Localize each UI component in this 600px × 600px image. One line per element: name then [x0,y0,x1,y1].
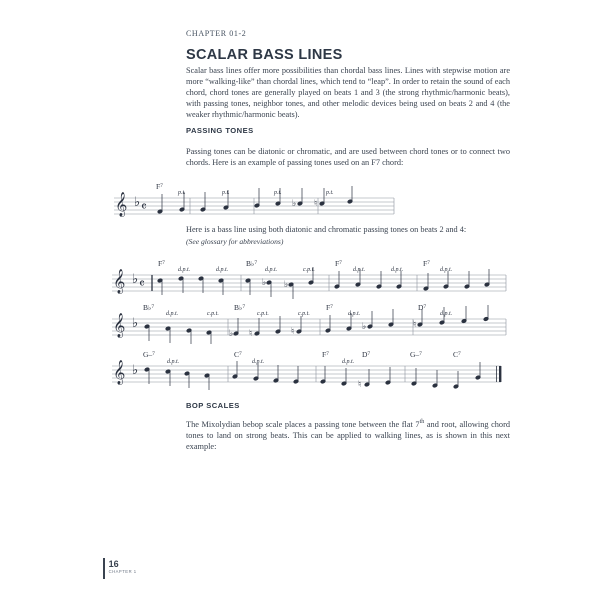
footer-chapter-label: CHAPTER 1 [108,569,137,574]
svg-text:c.p.t.: c.p.t. [303,267,315,273]
music-system-1 [112,178,402,224]
bass-clef-icon: 𝄞 [113,269,126,293]
svg-text:♭: ♭ [262,278,267,288]
key-signature-flat: ♭ [134,195,141,210]
svg-text:c.p.t.: c.p.t. [257,311,269,317]
page-footer [103,558,137,582]
svg-text:♮: ♮ [249,329,253,339]
svg-text:d.p.t.: d.p.t. [440,267,453,273]
svg-text:d.p.t.: d.p.t. [265,267,278,273]
svg-text:♭: ♭ [362,322,367,332]
music-system-2 [110,256,510,300]
bass-clef-icon: 𝄞 [113,313,126,337]
chord-symbol: $F^7$ [156,182,163,191]
svg-text:♮: ♮ [314,199,318,209]
svg-text:p.t.: p.t. [222,190,230,196]
bop-ordinal-suffix: th [419,419,425,425]
footer-rule [103,558,105,579]
svg-text:G–7: G–$^7$ [143,350,155,359]
annotation-group [178,267,452,273]
common-time-signature: 𝄴 [139,277,145,292]
svg-text:♮: ♮ [358,380,362,390]
svg-text:d.p.t.: d.p.t. [216,267,229,273]
annotation-group [167,359,354,365]
svg-text:F7: $F^7$ [326,303,333,312]
svg-text:F7: $F^7$ [158,259,165,268]
chord-symbol-group [143,303,426,312]
svg-text:B♭7: B♭$^7$ [234,303,246,312]
svg-text:p.t.: p.t. [274,190,282,196]
svg-text:p.t.: p.t. [178,190,186,196]
svg-text:D7: $D^7$ [418,303,427,312]
key-signature-flat: ♭ [132,363,139,378]
music-system-3 [110,300,510,344]
subhead-passing-tones: PASSING TONES [186,126,254,135]
svg-text:d.p.t.: d.p.t. [167,359,180,365]
svg-text:F7: $F^7$ [322,350,329,359]
intro-paragraph: Scalar bass lines offer more possibilities than chordal bass lines. Lines with stepwise motion are more “walking-like” than chordal lines, which tend to “leap”. In order to retain the sound of each chord, chord tones are generally played on beats 1 and 3 (the strong rhythmic/harmonic beats), with passing tones, neighbor tones, and other melodic devices being used on beats 2 and 4 (the weaker rhythmic/harmonic beats). [186,66,510,120]
annotation-group [166,311,452,317]
chord-symbol-group [158,259,430,268]
common-time-signature: 𝄴 [141,200,147,215]
bop-text-before: The Mixolydian bebop scale places a passing tone between the flat 7 [186,419,420,429]
svg-text:d.p.t.: d.p.t. [391,267,404,273]
annotation-group [177,190,334,196]
svg-text:d.p.t.: d.p.t. [166,311,179,317]
accidental-group [262,278,288,290]
svg-text:F7: $F^7$ [335,259,342,268]
svg-text:d.p.t.: d.p.t. [178,267,191,273]
svg-text:B♭7: B♭$^7$ [143,303,155,312]
svg-text:C7: $C^7$ [234,350,242,359]
svg-text:c.p.t.: c.p.t. [207,311,219,317]
svg-text:d.p.t.: d.p.t. [348,311,361,317]
svg-text:D7: $D^7$ [362,350,371,359]
example-intro-text: Here is a bass line using both diatonic and chromatic passing tones on beats 2 and 4: [186,225,467,234]
example-glossary-note: (See glossary for abbreviations) [186,237,284,247]
example-intro-paragraph [186,224,510,247]
subhead-bop-scales: BOP SCALES [186,401,240,410]
svg-text:♭: ♭ [284,280,289,290]
svg-text:C7: $C^7$ [453,350,461,359]
svg-text:c.p.t.: c.p.t. [298,311,310,317]
svg-text:d.p.t.: d.p.t. [440,311,453,317]
key-signature-flat: ♭ [132,272,139,287]
svg-text:B♭7: B♭$^7$ [246,259,258,268]
chord-symbol-group [143,350,461,359]
passing-tones-paragraph: Passing tones can be diatonic or chromatic, and are used between chord tones or to connect two chords. Here is an example of passing tones used on an F7 chord: [186,147,510,168]
svg-text:♭: ♭ [292,199,297,209]
footer-text-group [109,558,137,575]
svg-text:d.p.t.: d.p.t. [252,359,265,365]
key-signature-flat: ♭ [132,316,139,331]
page-number: 16 [108,559,119,569]
notehead-group [157,276,490,292]
svg-text:G–7: G–$^7$ [410,350,422,359]
svg-text:p.t.: p.t. [326,190,334,196]
bop-scales-paragraph [186,417,510,452]
bass-clef-icon [115,192,127,217]
svg-text:♮: ♮ [291,327,295,337]
svg-text:♭: ♭ [229,329,234,339]
page-title: SCALAR BASS LINES [186,47,343,63]
svg-text:𝄞: 𝄞 [115,192,128,216]
accidental-group [292,199,317,209]
chapter-running-head: CHAPTER 01-2 [186,29,247,38]
svg-text:d.p.t.: d.p.t. [353,267,366,273]
bop-text-after: and root, allowing chord tones to land on strong beats. This can be applied to walking lines, as is shown in this next example: [186,419,510,451]
svg-text:F7: $F^7$ [423,259,430,268]
svg-text:♮: ♮ [413,320,417,330]
bass-clef-icon: 𝄞 [113,360,126,384]
music-system-4 [110,344,510,392]
svg-text:d.p.t.: d.p.t. [342,359,355,365]
accidental-group [358,380,361,390]
